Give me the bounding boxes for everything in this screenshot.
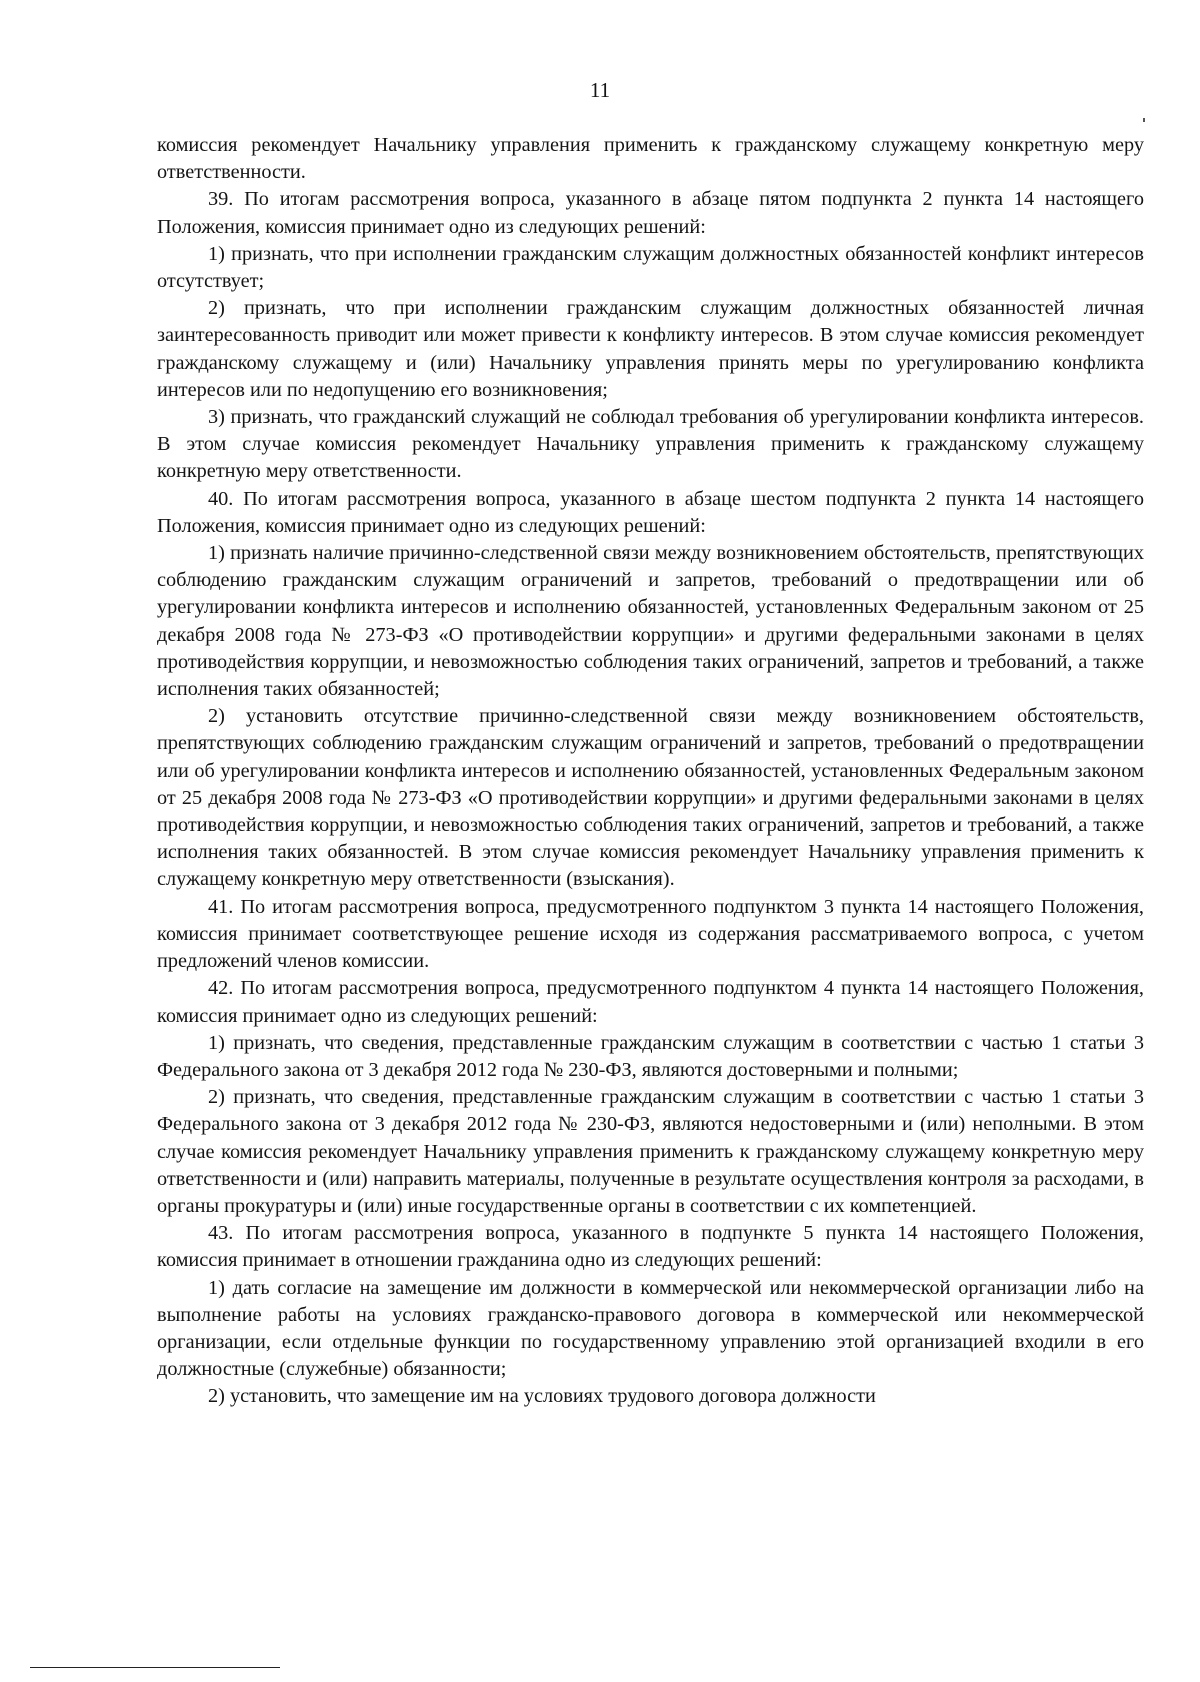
document-body: [157, 132, 1144, 1411]
paragraph-40-item-2: 2) установить отсутствие причинно-следственной связи между возникновением обстоятельств, препятствующих соблюдению гражданским служащим ограничений и запретов, требований о предотвращении или об урегулировании конфликта интересов и исполнению обязанностей, установленных Федеральным законом от 25 декабря 2008 года № 273-ФЗ «О противодействии коррупции» и другими федеральными законами в целях противодействия коррупции, и невозможностью соблюдения таких ограничений, запретов и требований, а также исполнения таких обязанностей. В этом случае комиссия рекомендует Начальнику управления применить к служащему конкретную меру ответственности (взыскания).: [157, 705, 1144, 891]
paragraph-39-item-3: 3) признать, что гражданский служащий не соблюдал требования об урегулировании конфликта интересов. В этом случае комиссия рекомендует Начальнику управления применить к гражданскому служащему конкретную меру ответственности.: [157, 406, 1144, 483]
footer-rule: [30, 1667, 280, 1668]
paragraph-40-item-1: 1) признать наличие причинно-следственной связи между возникновением обстоятельств, препятствующих соблюдению гражданским служащим ограничений и запретов, требований о предотвращении или об урегулировании конфликта интересов и исполнению обязанностей, установленных Федеральным законом от 25 декабря 2008 года № 273-ФЗ «О противодействии коррупции» и другими федеральными законами в целях противодействия коррупции, и невозможностью соблюдения таких ограничений, запретов и требований, а также исполнения таких обязанностей;: [157, 542, 1144, 701]
paragraph-43-item-1: 1) дать согласие на замещение им должности в коммерческой или некоммерческой организации либо на выполнение работы на условиях гражданско-правового договора в коммерческой или некоммерческой организации, если отдельные функции по государственному управлению этой организацией входили в его должностные (служебные) обязанности;: [157, 1276, 1144, 1381]
page-number: 11: [589, 78, 611, 102]
paragraph-39-item-1: 1) признать, что при исполнении гражданским служащим должностных обязанностей конфликт интересов отсутствует;: [157, 242, 1144, 293]
paragraph-41: 41. По итогам рассмотрения вопроса, предусмотренного подпунктом 3 пункта 14 настоящего Положения, комиссия принимает соответствующее решение исходя из содержания рассматриваемого вопроса, с учетом предложений членов комиссии.: [157, 895, 1144, 973]
paragraph-39: 39. По итогам рассмотрения вопроса, указанного в абзаце пятом подпункта 2 пункта 14 настоящего Положения, комиссия принимает одно из следующих решений:: [157, 188, 1144, 238]
paragraph-40: 40. По итогам рассмотрения вопроса, указанного в абзаце шестом подпункта 2 пункта 14 настоящего Положения, комиссия принимает одно из следующих решений:: [157, 487, 1144, 537]
paragraph-43: 43. По итогам рассмотрения вопроса, указанного в подпункте 5 пункта 14 настоящего Положения, комиссия принимает в отношении гражданина одно из следующих решений:: [157, 1222, 1144, 1272]
paragraph-42-item-2: 2) признать, что сведения, представленные гражданским служащим в соответствии с частью 1 статьи 3 Федерального закона от 3 декабря 2012 года № 230-ФЗ, являются недостоверными и (или) неполными. В этом случае комиссия рекомендует Начальнику управления применить к гражданскому служащему конкретную меру ответственности и (или) направить материалы, полученные в результате осуществления контроля за расходами, в органы прокуратуры и (или) иные государственные органы в соответствии с их компетенцией.: [157, 1086, 1144, 1217]
scan-mark: [1143, 118, 1145, 122]
paragraph-42: 42. По итогам рассмотрения вопроса, предусмотренного подпунктом 4 пункта 14 настоящего Положения, комиссия принимает одно из следующих решений:: [157, 977, 1144, 1027]
paragraph-42-item-1: 1) признать, что сведения, представленные гражданским служащим в соответствии с частью 1 статьи 3 Федерального закона от 3 декабря 2012 года № 230-ФЗ, являются достоверными и полными;: [157, 1031, 1144, 1081]
paragraph-continuation: комиссия рекомендует Начальнику управления применить к гражданскому служащему конкретную меру ответственности.: [157, 134, 1144, 184]
paragraph-43-item-2: 2) установить, что замещение им на условиях трудового договора должности: [208, 1385, 876, 1408]
paragraph-39-item-2: 2) признать, что при исполнении гражданским служащим должностных обязанностей личная заинтересованность приводит или может привести к конфликту интересов. В этом случае комиссия рекомендует гражданскому служащему и (или) Начальнику управления принять меры по урегулированию конфликта интересов или по недопущению его возникновения;: [157, 297, 1144, 401]
